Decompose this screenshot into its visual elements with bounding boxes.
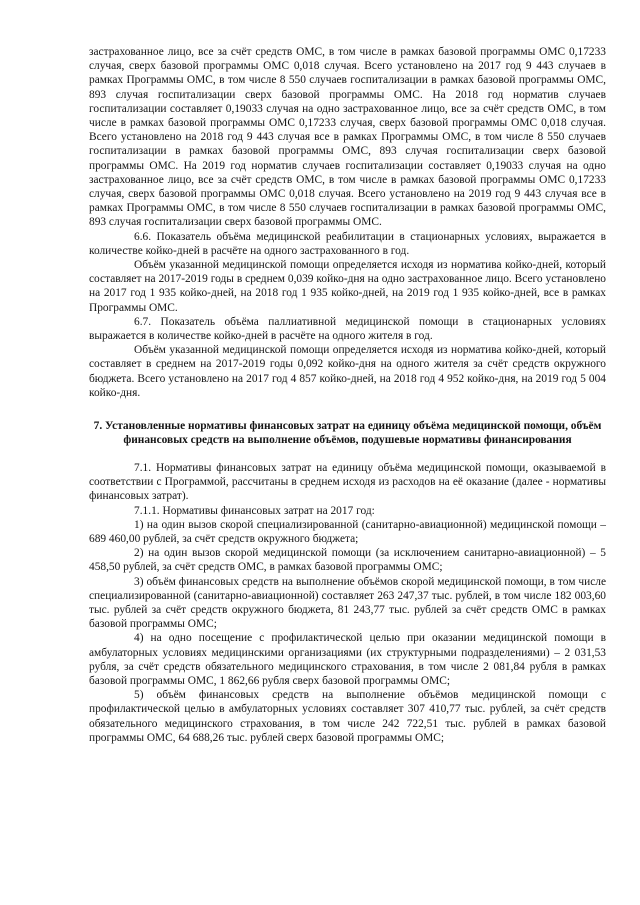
list-item-1: 1) на один вызов скорой специализированной (санитарно-авиационной) медицинской помощи – 689 460,00 рублей, за счёт средств окружного бюджета; [89, 518, 606, 545]
list-item-2: 2) на один вызов скорой медицинской помощи (за исключением санитарно-авиационной) – 5 458,50 рублей, за счёт средств ОМС, в рамках базовой программы ОМС; [89, 547, 606, 574]
paragraph-7-1: 7.1. Нормативы финансовых затрат на единицу объёма медицинской помощи, оказываемой в соответствии с Программой, рассчитаны в среднем исходя из расходов на её оказание (далее - нормативы финансовых затрат). [89, 461, 606, 503]
paragraph-6-6-details: Объём указанной медицинской помощи определяется исходя из норматива койко-дней, который составляет на 2017-2019 годы в среднем 0,039 койко-дня на одно застрахованное лицо. Всего установлено на 2017 год 1 935 койко-дней, на 2018 год 1 935 койко-дней, на 2019 год 1 935 койко-дней, все в рамках Программы ОМС. [89, 259, 606, 314]
paragraph-6-7-details: Объём указанной медицинской помощи определяется исходя из норматива койко-дней, который составляет в среднем на 2017-2019 годы 0,092 койко-дня на одного жителя за счёт средств окружного бюджета. Всего установлено на 2017 год 4 857 койко-дней, на 2018 год 4 952 койко-дня, на 2019 год 5 004 койко-дня. [89, 344, 606, 399]
section-7-heading: 7. Установленные нормативы финансовых затрат на единицу объёма медицинской помощи, объём финансовых средств на выполнение объёмов, подушевые нормативы финансирования [93, 420, 602, 447]
paragraph-6-7: 6.7. Показатель объёма паллиативной медицинской помощи в стационарных условиях выражается в количестве койко-дней в расчёте на одного жителя в год. [89, 315, 606, 343]
list-item-4: 4) на одно посещение с профилактической целью при оказании медицинской помощи в амбулаторных условиях медицинскими организациями (их структурными подразделениями) – 2 031,53 рубля, за счёт средств обязательного медицинского страхования, в том числе 2 081,84 рубля в рамках базовой программы ОМС, 1 862,66 рубля сверх базовой программы ОМС; [89, 632, 606, 687]
list-item-3: 3) объём финансовых средств на выполнение объёмов скорой медицинской помощи, в том числе специализированной (санитарно-авиационной) составляет 263 247,37 тыс. рублей, в том числе 182 003,60 тыс. рублей за счёт средств окружного бюджета, 81 243,77 тыс. рублей за счёт средств ОМС в рамках базовой программы ОМС; [89, 575, 606, 631]
paragraph-6-6: 6.6. Показатель объёма медицинской реабилитации в стационарных условиях, выражается в количестве койко-дней в расчёте на одного застрахованного в год. [89, 230, 606, 257]
list-item-5: 5) объём финансовых средств на выполнение объёмов медицинской помощи с профилактической целью в амбулаторных условиях составляет 307 410,77 тыс. рублей, за счёт средств обязательного медицинского страхования, в том числе 242 722,51 тыс. рублей в рамках базовой программы ОМС, 64 688,26 тыс. рублей сверх базовой программы ОМС; [89, 689, 606, 744]
paragraph-7-1-1: 7.1.1. Нормативы финансовых затрат на 2017 год: [134, 504, 375, 517]
paragraph-hospitalization-continued: застрахованное лицо, все за счёт средств ОМС, в том числе в рамках базовой программы ОМС 0,17233 случая, сверх базовой программы ОМС 0,018 случая. Всего установлено на 2017 год 9 443 случаев в рамках Программы ОМС, в том числе 8 550 случаев госпитализации в рамках базовой программы ОМС, 893 случая госпитализации сверх базовой программы ОМС. На 2018 год норматив случаев госпитализации составляет 0,19033 случая на одно застрахованное лицо, все за счёт средств ОМС, в том числе в рамках базовой программы ОМС 0,17233 случая, сверх базовой программы ОМС 0,018 случая. Всего установлено на 2018 год 9 443 случая все в рамках Программы ОМС, в том числе 8 550 случаев госпитализации в рамках базовой программы ОМС, 893 случая госпитализации сверх базовой программы ОМС. На 2019 год норматив случаев госпитализации составляет 0,19033 случая на одно застрахованное лицо, все за счёт средств ОМС, в том числе в рамках базовой программы ОМС 0,17233 случая, сверх базовой программы ОМС 0,018 случая. Всего установлено на 2019 год 9 443 случая все в рамках Программы ОМС, в том числе 8 550 случаев госпитализации в рамках базовой программы ОМС, 893 случая госпитализации сверх базовой программы ОМС. [89, 46, 606, 229]
